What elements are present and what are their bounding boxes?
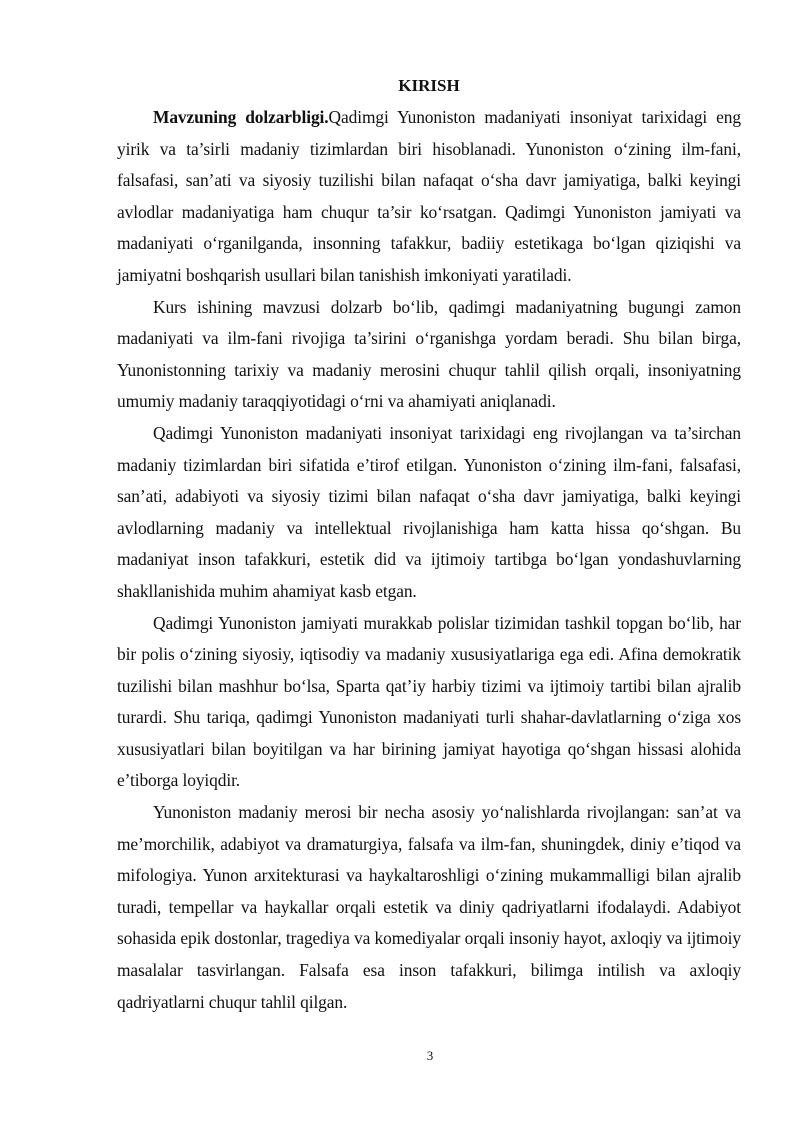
- paragraph-text: Yunoniston madaniy merosi bir necha asosiy yo‘nalishlarda rivojlangan: san’at va me’morchilik, adabiyot va dramaturgiya, falsafa va ilm-fan, shuningdek, diniy e’tiqod va mifologiya. Yunon arxitekturasi va haykaltaroshligi o‘zining mukammalligi bilan ajralib turadi, tempellar va haykallar orqali estetik va diniy qadriyatlarni ifodalaydi. Adabiyot sohasida epik dostonlar, tragediya va komediyalar orqali insoniy hayot, axloqiy va ijtimoiy masalalar tasvirlangan. Falsafa esa inson tafakkuri, bilimga intilish va axloqiy qadriyatlarni chuqur tahlil qilgan.: [117, 802, 741, 1012]
- paragraph-greek-culture: [117, 418, 741, 608]
- paragraph-text: Qadimgi Yunoniston madaniyati insoniyat tarixidagi eng rivojlangan va ta’sirchan madaniy tizimlardan biri sifatida e’tirof etilgan. Yunoniston o‘zining ilm-fani, falsafasi, san’ati, adabiyoti va siyosiy tizimi bilan nafaqat o‘sha davr jamiyatiga, balki keyingi avlodlarning madaniy va intellektual rivojlanishiga ham katta hissa qo‘shgan. Bu madaniyat inson tafakkuri, estetik did va ijtimoiy tartibga bo‘lgan yondashuvlarning shakllanishida muhim ahamiyat kasb etgan.: [117, 422, 741, 601]
- paragraph-text: Kurs ishining mavzusi dolzarb bo‘lib, qadimgi madaniyatning bugungi zamon madaniyati va ilm-fani rivojiga ta’sirini o‘rganishga yordam beradi. Shu bilan birga, Yunonistonning tarixiy va madaniy merosini chuqur tahlil qilish orqali, insoniyatning umumiy madaniy taraqqiyotidagi o‘rni va ahamiyati aniqlanadi.: [117, 296, 741, 412]
- paragraph-cultural-heritage: [117, 797, 741, 1018]
- page-number: 3: [426, 1048, 434, 1063]
- paragraph-text: Qadimgi Yunoniston jamiyati murakkab polislar tizimidan tashkil topgan bo‘lib, har bir polis o‘zining siyosiy, iqtisodiy va madaniy xususiyatlariga ega edi. Afina demokratik tuzilishi bilan mashhur bo‘lsa, Sparta qat’iy harbiy tizimi va ijtimoiy tartibi bilan ajralib turardi. Shu tariqa, qadimgi Yunoniston madaniyati turli shahar-davlatlarning o‘ziga xos xususiyatlari bilan boyitilgan va har birining jamiyat hayotiga qo‘shgan hissasi alohida e’tiborga loyiqdir.: [117, 612, 741, 791]
- paragraph-course-topic: [117, 292, 741, 418]
- document-page: [117, 74, 741, 1018]
- paragraph-polis-system: [117, 608, 741, 798]
- paragraph-relevance: [117, 102, 741, 292]
- paragraph-lead: Mavzuning dolzarbligi.: [153, 107, 329, 127]
- section-heading: KIRISH: [398, 76, 460, 95]
- paragraph-text: Qadimgi Yunoniston madaniyati insoniyat tarixidagi eng yirik va ta’sirli madaniy tizimlardan biri hisoblanadi. Yunoniston o‘zining ilm-fani, falsafasi, san’ati va siyosiy tuzilishi bilan nafaqat o‘sha davr jamiyatiga, balki keyingi avlodlar madaniyatiga ham chuqur ta’sir ko‘rsatgan. Qadimgi Yunoniston jamiyati va madaniyati o‘rganilganda, insonning tafakkur, badiiy estetikaga bo‘lgan qiziqishi va jamiyatni boshqarish usullari bilan tanishish imkoniyati yaratiladi.: [117, 107, 741, 285]
